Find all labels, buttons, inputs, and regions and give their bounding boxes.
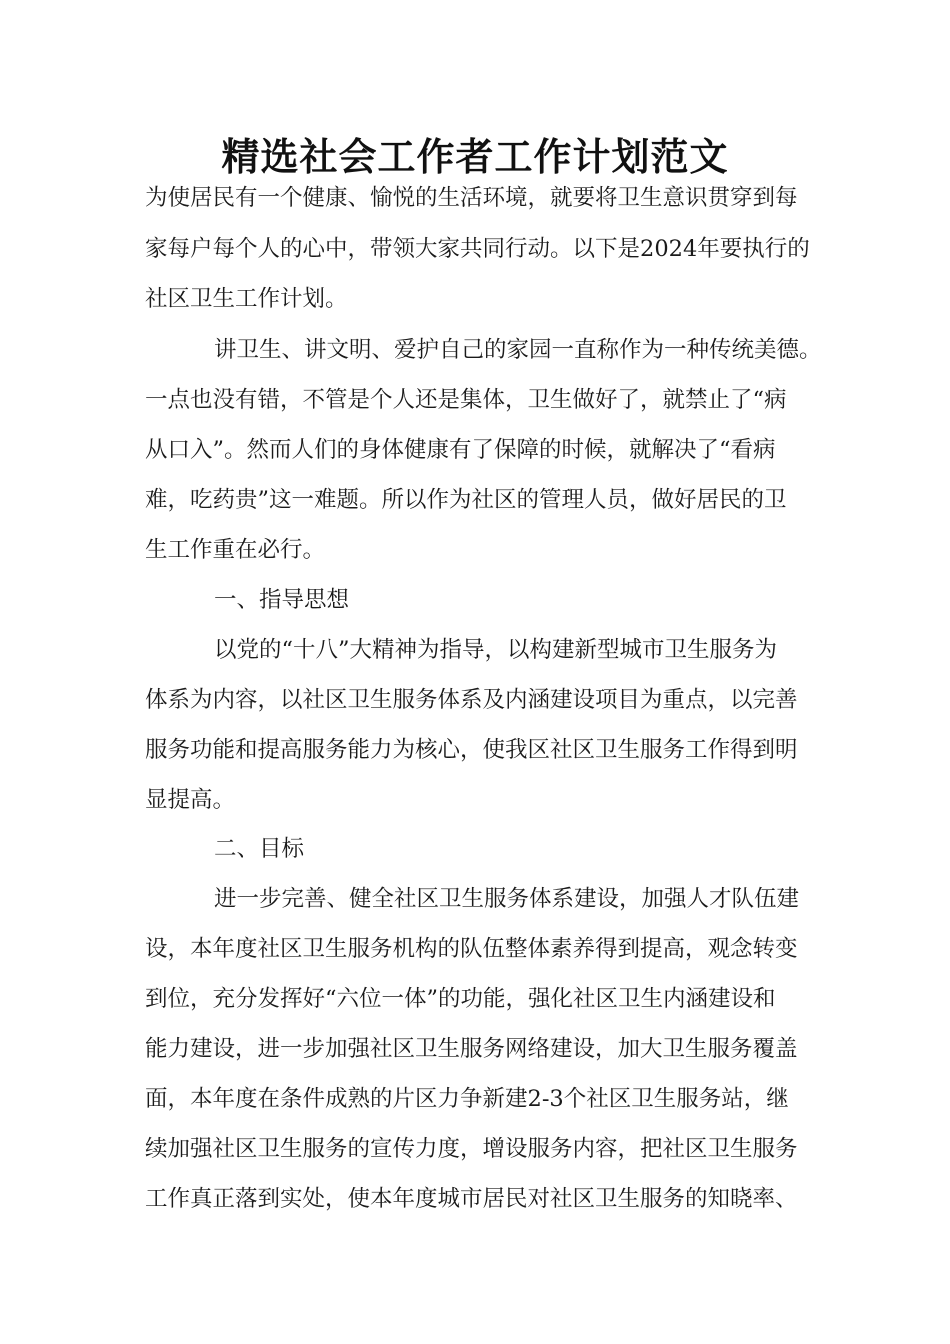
section-heading: 二、目标 — [214, 836, 305, 862]
text-line: 设，本年度社区卫生服务机构的队伍整体素养得到提高，观念转变 — [145, 936, 798, 962]
text-line: 体系为内容，以社区卫生服务体系及内涵建设项目为重点，以完善 — [145, 687, 798, 713]
document-title: 精选社会工作者工作计划范文 — [221, 135, 729, 179]
section-heading: 一、指导思想 — [214, 587, 350, 613]
text-line: 以党的“十八”大精神为指导，以构建新型城市卫生服务为 — [214, 637, 778, 663]
text-line: 讲卫生、讲文明、爱护自己的家园一直称作为一种传统美德。 — [214, 337, 822, 363]
text-line: 为使居民有一个健康、愉悦的生活环境，就要将卫生意识贯穿到每 — [145, 185, 798, 211]
text-line: 工作真正落到实处，使本年度城市居民对社区卫生服务的知晓率、 — [145, 1186, 798, 1212]
text-line: 生工作重在必行。 — [145, 537, 326, 563]
text-line: 社区卫生工作计划。 — [145, 286, 348, 312]
text-line: 显提高。 — [145, 787, 236, 813]
text-line: 从口入”。然而人们的身体健康有了保障的时候，就解决了“看病 — [145, 437, 776, 463]
text-line: 进一步完善、健全社区卫生服务体系建设，加强人才队伍建 — [214, 886, 800, 912]
text-line: 到位，充分发挥好“六位一体”的功能，强化社区卫生内涵建设和 — [145, 986, 776, 1012]
text-line: 家每户每个人的心中，带领大家共同行动。以下是2024年要执行的 — [145, 236, 810, 262]
text-line: 一点也没有错，不管是个人还是集体，卫生做好了，就禁止了“病 — [145, 387, 787, 413]
text-line: 难，吃药贵”这一难题。所以作为社区的管理人员，做好居民的卫 — [145, 487, 787, 513]
text-line: 续加强社区卫生服务的宣传力度，增设服务内容，把社区卫生服务 — [145, 1136, 798, 1162]
text-line: 面，本年度在条件成熟的片区力争新建2-3个社区卫生服务站，继 — [145, 1086, 789, 1112]
text-line: 服务功能和提高服务能力为核心，使我区社区卫生服务工作得到明 — [145, 737, 798, 763]
text-line: 能力建设，进一步加强社区卫生服务网络建设，加大卫生服务覆盖 — [145, 1036, 798, 1062]
